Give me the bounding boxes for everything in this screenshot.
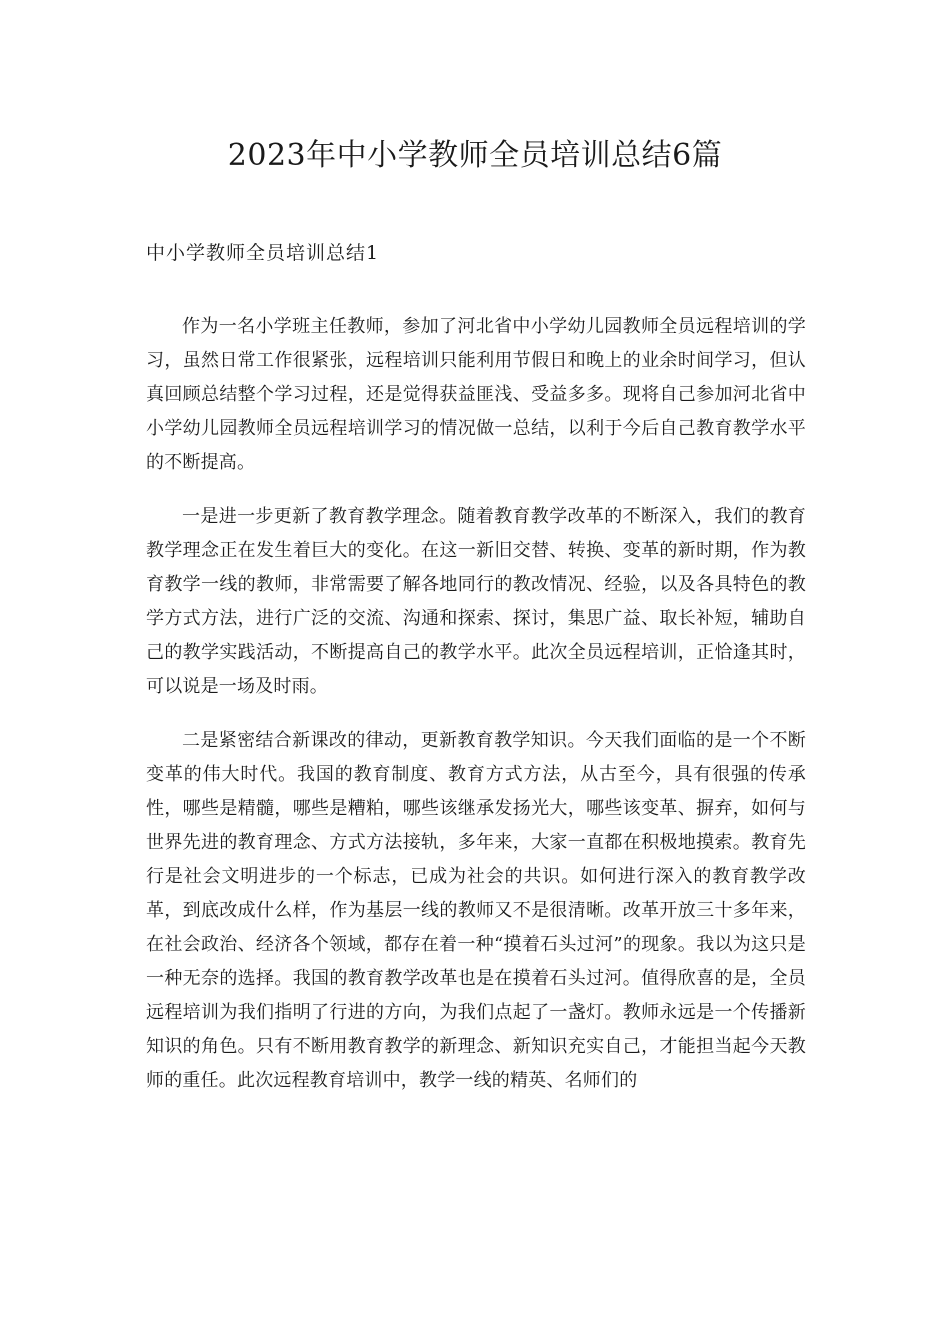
paragraph-intro: 作为一名小学班主任教师，参加了河北省中小学幼儿园教师全员远程培训的学习，虽然日常工作很紧张，远程培训只能利用节假日和晚上的业余时间学习，但认真回顾总结整个学习过程，还是觉得获益匪浅、受益多多。现将自己参加河北省中小学幼儿园教师全员远程培训学习的情况做一总结，以利于今后自己教育教学水平的不断提高。: [146, 316, 806, 473]
section-heading: 中小学教师全员培训总结1: [146, 242, 380, 264]
document-body: [146, 310, 806, 1118]
document-title: 2023年中小学教师全员培训总结6篇: [227, 138, 723, 173]
paragraph-point-two: 二是紧密结合新课改的律动，更新教育教学知识。今天我们面临的是一个不断变革的伟大时代。我国的教育制度、教育方式方法，从古至今，具有很强的传承性，哪些是精髓，哪些是糟粕，哪些该继承发扬光大，哪些该变革、摒弃，如何与世界先进的教育理念、方式方法接轨，多年来，大家一直都在积极地摸索。教育先行是社会文明进步的一个标志，已成为社会的共识。如何进行深入的教育教学改革，到底改成什么样，作为基层一线的教师又不是很清晰。改革开放三十多年来，在社会政治、经济各个领域，都存在着一种“摸着石头过河”的现象。我以为这只是一种无奈的选择。我国的教育教学改革也是在摸着石头过河。值得欣喜的是，全员远程培训为我们指明了行进的方向，为我们点起了一盏灯。教师永远是一个传播新知识的角色。只有不断用教育教学的新理念、新知识充实自己，才能担当起今天教师的重任。此次远程教育培训中，教学一线的精英、名师们的: [146, 730, 806, 1091]
paragraph-point-one: 一是进一步更新了教育教学理念。随着教育教学改革的不断深入，我们的教育教学理念正在发生着巨大的变化。在这一新旧交替、转换、变革的新时期，作为教育教学一线的教师，非常需要了解各地同行的教改情况、经验，以及各具特色的教学方式方法，进行广泛的交流、沟通和探索、探讨，集思广益、取长补短，辅助自己的教学实践活动，不断提高自己的教学水平。此次全员远程培训，正恰逢其时，可以说是一场及时雨。: [146, 506, 806, 697]
